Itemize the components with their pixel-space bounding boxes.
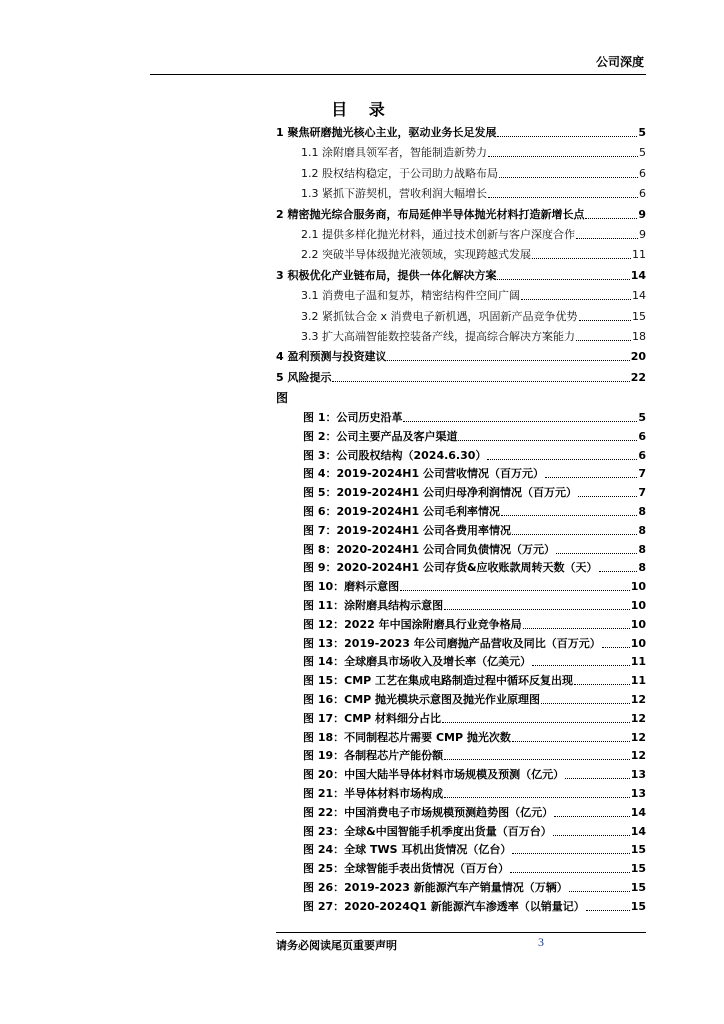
figure-entry-page: 14 <box>630 824 646 838</box>
figure-entry-page: 8 <box>638 505 646 518</box>
footer-note: 请务必阅读尾页重要声明 <box>276 939 397 952</box>
figure-entry-page: 10 <box>630 580 646 594</box>
dot-leader <box>576 238 638 239</box>
figure-entry[interactable] <box>303 654 646 670</box>
toc-title: 目 录 <box>331 100 393 119</box>
figure-entry[interactable] <box>303 842 646 858</box>
toc-section-entry[interactable] <box>301 186 646 202</box>
figure-entry-text: 图 11：涂附磨具结构示意图 <box>303 599 444 612</box>
dot-leader <box>499 177 638 178</box>
toc-section-entry-text: 3.1 消费电子温和复苏，精密结构件空间广阔 <box>301 289 520 303</box>
figure-entry-page: 6 <box>638 429 646 443</box>
figure-entry-page: 15 <box>630 862 646 876</box>
figure-entry[interactable] <box>303 748 646 764</box>
figure-entry[interactable] <box>303 448 646 464</box>
toc-section-entry-page: 5 <box>639 146 646 160</box>
figure-entry-page: 10 <box>630 617 646 631</box>
toc-section-entry-page: 18 <box>632 330 646 343</box>
dot-leader <box>569 891 630 892</box>
dot-leader <box>512 741 630 742</box>
figure-entry[interactable] <box>303 579 646 595</box>
figure-entry-text: 图 16：CMP 抛光模块示意图及抛光作业原理图 <box>303 693 541 706</box>
dot-leader <box>332 381 629 382</box>
figure-entry[interactable] <box>303 542 646 558</box>
dot-leader <box>602 647 630 648</box>
toc-chapter-entry-page: 9 <box>638 207 646 221</box>
header-label: 公司深度 <box>595 55 644 69</box>
figure-entry-page: 10 <box>630 599 646 612</box>
dot-leader <box>554 816 630 817</box>
toc-section-entry[interactable] <box>301 247 646 263</box>
toc-section-entry-page: 11 <box>632 248 646 262</box>
figure-entry-page: 7 <box>638 467 646 481</box>
figure-entry-page: 6 <box>638 448 646 462</box>
toc-chapter-entry-text: 2 精密抛光综合服务商，布局延伸半导体抛光材料打造新增长点 <box>276 207 585 221</box>
figure-entry-text: 图 3：公司股权结构（2024.6.30） <box>303 448 487 462</box>
figure-entry-text: 图 22：中国消费电子市场规模预测趋势图（亿元） <box>303 805 554 819</box>
figure-entry[interactable] <box>303 466 646 482</box>
figure-entry-page: 8 <box>638 542 646 556</box>
figure-entry-text: 图 24：全球 TWS 耳机出货情况（亿台） <box>303 843 512 857</box>
figure-entry-text: 图 23：全球&中国智能手机季度出货量（百万台） <box>303 824 552 838</box>
dot-leader <box>400 590 630 591</box>
dot-leader <box>512 534 637 535</box>
toc-chapter-entry[interactable] <box>276 125 646 141</box>
figure-entry[interactable] <box>303 410 646 426</box>
header-rule <box>150 74 646 75</box>
toc-section-entry-text: 2.1 提供多样化抛光材料，通过技术创新与客户深度合作 <box>301 228 575 241</box>
toc-chapter-entry-text: 5 风险提示 <box>276 370 332 384</box>
figure-entry[interactable] <box>303 899 646 915</box>
toc-section-entry-text: 3.3 扩大高端智能数控装备产线，提高综合解决方案能力 <box>301 330 575 343</box>
figure-entry[interactable] <box>303 485 646 501</box>
figure-entry-text: 图 1：公司历史沿革 <box>303 411 403 424</box>
figure-entry-text: 图 20：中国大陆半导体材料市场规模及预测（亿元） <box>303 768 565 782</box>
figure-entry-page: 15 <box>630 881 646 894</box>
figure-entry-text: 图 17：CMP 材料细分占比 <box>303 711 442 725</box>
figure-entry-text: 图 25：全球智能手表出货情况（百万台） <box>303 862 510 876</box>
toc-section-entry-text: 3.2 紧抓钛合金 x 消费电子新机遇，巩固新产品竞争优势 <box>301 309 578 323</box>
figure-entry-text: 图 13：2019-2023 年公司磨抛产品营收及同比（百万元） <box>303 636 601 650</box>
figure-entry-page: 15 <box>630 843 646 857</box>
dot-leader <box>444 609 630 610</box>
toc-chapter-entry-page: 14 <box>630 268 646 282</box>
toc-chapter-entry-text: 4 盈利预测与投资建议 <box>276 350 387 364</box>
figure-entry-page: 8 <box>638 561 646 575</box>
dot-leader <box>510 872 630 873</box>
figure-entry[interactable] <box>303 598 646 614</box>
dot-leader <box>458 440 637 441</box>
figure-entry[interactable] <box>303 805 646 821</box>
figure-entry-page: 13 <box>630 768 646 782</box>
dot-leader <box>488 156 638 157</box>
figure-entry[interactable] <box>303 560 646 576</box>
figure-entry[interactable] <box>303 880 646 896</box>
toc-section-entry-page: 15 <box>632 309 646 323</box>
dot-leader <box>444 797 630 798</box>
figure-entry-text: 图 6：2019-2024H1 公司毛利率情况 <box>303 505 500 518</box>
toc-section-entry-page: 6 <box>639 166 646 180</box>
dot-leader <box>579 320 632 321</box>
figure-entry[interactable] <box>303 504 646 520</box>
figure-entry-page: 10 <box>630 636 646 650</box>
toc-section-entry-text: 1.3 紧抓下游契机，营收利润大幅增长 <box>301 187 487 201</box>
figure-entry-text: 图 2：公司主要产品及客户渠道 <box>303 429 458 443</box>
figure-entry-page: 12 <box>630 749 646 763</box>
toc-section-entry[interactable] <box>301 329 646 345</box>
figure-entry-page: 15 <box>630 899 646 913</box>
dot-leader <box>532 258 631 259</box>
toc-section-entry[interactable] <box>301 145 646 161</box>
dot-leader <box>553 835 630 836</box>
figure-entry-text: 图 5：2019-2024H1 公司归母净利润情况（百万元） <box>303 486 577 500</box>
dot-leader <box>512 853 629 854</box>
toc-chapter-entry[interactable] <box>276 268 646 284</box>
toc-chapter-entry-page: 5 <box>638 126 646 139</box>
figure-entry[interactable] <box>303 636 646 652</box>
dot-leader <box>545 477 637 478</box>
figure-entry-page: 11 <box>630 655 646 669</box>
figure-entry-text: 图 14：全球磨具市场收入及增长率（亿美元） <box>303 655 532 669</box>
figure-entry-page: 12 <box>630 693 646 706</box>
dot-leader <box>387 360 629 361</box>
toc-chapter-entry[interactable] <box>276 349 646 365</box>
figure-entry-text: 图 27：2020-2024Q1 新能源汽车渗透率（以销量记） <box>303 899 585 913</box>
figure-entry-page: 5 <box>638 411 646 424</box>
toc-chapter-entry-text: 1 聚焦研磨抛光核心主业，驱动业务长足发展 <box>276 126 497 139</box>
figure-entry-page: 13 <box>630 787 646 800</box>
dot-leader <box>442 722 630 723</box>
figure-entry[interactable] <box>303 711 646 727</box>
figure-entry-text: 图 26：2019-2023 新能源汽车产销量情况（万辆） <box>303 881 568 894</box>
figure-entry[interactable] <box>303 692 646 708</box>
toc-section-entry[interactable] <box>301 227 646 243</box>
toc-section-entry-page: 14 <box>632 289 646 303</box>
dot-leader <box>403 421 637 422</box>
toc-section-entry[interactable] <box>301 309 646 325</box>
toc-chapter-entry-page: 20 <box>630 350 646 364</box>
figure-entry[interactable] <box>303 673 646 689</box>
dot-leader <box>488 197 638 198</box>
toc-section-entry-page: 9 <box>639 228 646 241</box>
figure-entry-page: 14 <box>630 805 646 819</box>
footer-page-number: 3 <box>538 935 544 949</box>
dot-leader <box>497 136 637 137</box>
figure-entry-text: 图 8：2020-2024H1 公司合同负债情况（万元） <box>303 542 555 556</box>
figure-entry-text: 图 10：磨料示意图 <box>303 580 400 594</box>
figure-entry[interactable] <box>303 767 646 783</box>
footer-rule <box>276 932 646 933</box>
toc-section-entry[interactable] <box>301 166 646 182</box>
toc-chapter-entry-page: 22 <box>630 370 646 384</box>
figure-entry[interactable] <box>303 786 646 802</box>
figure-entry[interactable] <box>303 824 646 840</box>
toc-section-entry-text: 1.1 涂附磨具领军者，智能制造新势力 <box>301 146 487 160</box>
dot-leader <box>523 628 630 629</box>
dot-leader <box>541 703 630 704</box>
figure-entry-text: 图 21：半导体材料市场构成 <box>303 787 444 800</box>
dot-leader <box>501 515 637 516</box>
figure-entry-text: 图 18：不同制程芯片需要 CMP 抛光次数 <box>303 730 511 744</box>
figure-entry-text: 图 19：各制程芯片产能份额 <box>303 749 444 763</box>
dot-leader <box>586 910 630 911</box>
figure-entry-text: 图 9：2020-2024H1 公司存货&应收账款周转天数（天） <box>303 561 598 575</box>
dot-leader <box>578 496 637 497</box>
dot-leader <box>599 571 638 572</box>
dot-leader <box>556 553 637 554</box>
figure-entry-page: 8 <box>638 523 646 537</box>
figures-section-label: 图 <box>276 391 289 405</box>
figure-entry-text: 图 4：2019-2024H1 公司营收情况（百万元） <box>303 467 544 481</box>
figure-entry-text: 图 7：2019-2024H1 公司各费用率情况 <box>303 523 511 537</box>
figure-entry-text: 图 12：2022 年中国涂附磨具行业竞争格局 <box>303 617 522 631</box>
toc-chapter-entry-text: 3 积极优化产业链布局，提供一体化解决方案 <box>276 268 497 282</box>
toc-section-entry-text: 2.2 突破半导体级抛光液领域，实现跨越式发展 <box>301 248 531 262</box>
dot-leader <box>497 279 629 280</box>
dot-leader <box>521 299 631 300</box>
dot-leader <box>487 459 637 460</box>
figure-entry-page: 7 <box>638 486 646 500</box>
dot-leader <box>576 340 631 341</box>
toc-section-entry-text: 1.2 股权结构稳定，于公司助力战略布局 <box>301 166 498 180</box>
toc-section-entry-page: 6 <box>639 187 646 201</box>
figure-entry-page: 11 <box>630 674 646 688</box>
toc-section-entry[interactable] <box>301 288 646 304</box>
toc-chapter-entry[interactable] <box>276 370 646 386</box>
figure-entry-page: 12 <box>630 730 646 744</box>
toc-chapter-entry[interactable] <box>276 207 646 223</box>
figure-entry[interactable] <box>303 429 646 445</box>
dot-leader <box>574 684 630 685</box>
dot-leader <box>532 665 630 666</box>
dot-leader <box>565 778 630 779</box>
dot-leader <box>444 759 630 760</box>
dot-leader <box>585 218 637 219</box>
figure-entry[interactable] <box>303 617 646 633</box>
figure-entry[interactable] <box>303 523 646 539</box>
figure-entry-page: 12 <box>630 711 646 725</box>
figure-entry-text: 图 15：CMP 工艺在集成电路制造过程中循环反复出现 <box>303 674 574 688</box>
figure-entry[interactable] <box>303 861 646 877</box>
figure-entry[interactable] <box>303 730 646 746</box>
